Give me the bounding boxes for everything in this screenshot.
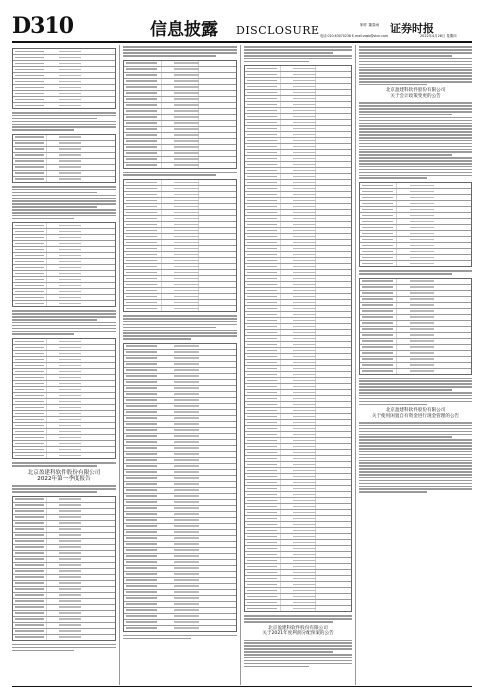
announcement-title: 关于使用闲置自有资金进行现金管理的公告 (371, 413, 460, 419)
announcement-company: 北京盈建科软件股份有限公司 (27, 469, 101, 476)
masthead (0, 0, 484, 44)
column-3 (244, 45, 352, 685)
announcement-title: 关于2021年度利润分配预案的公告 (262, 631, 334, 637)
announcement-heading (12, 470, 116, 483)
data-table (123, 60, 237, 169)
column-1 (12, 45, 116, 685)
data-table (12, 222, 116, 307)
announcement-heading (359, 88, 472, 99)
editor-line: 制作 董春雨 (360, 23, 380, 27)
column-divider (240, 45, 241, 685)
data-table (12, 134, 116, 183)
newspaper-brand: 证券时报 (390, 22, 434, 35)
column-2 (123, 45, 237, 685)
data-table (12, 338, 116, 459)
page-number: D310 (12, 13, 74, 39)
announcement-heading (359, 408, 472, 419)
announcement-title: 关于会计政策变更的公告 (390, 93, 441, 99)
data-table (12, 48, 116, 109)
column-divider (119, 45, 120, 685)
header-rule (12, 41, 472, 43)
announcement-company: 北京盈建科软件股份有限公司 (385, 88, 446, 94)
announcement-company: 北京盈建科软件股份有限公司 (385, 408, 446, 414)
contact-line: 电话:010-63070238 E-mail:zqsb@stcn.com (320, 34, 389, 38)
issue-date: 2022年4月28日 星期四 (420, 34, 457, 38)
column-divider (355, 45, 356, 685)
data-table (244, 65, 352, 612)
column-4 (359, 45, 472, 685)
section-title: 信息披露 (150, 20, 218, 40)
data-table (359, 278, 472, 375)
announcement-title: 2022年第一季度报告 (37, 475, 91, 482)
section-title-en: DISCLOSURE (236, 24, 320, 37)
announcement-heading (244, 626, 352, 637)
data-table (123, 343, 237, 632)
footer-rule (12, 686, 472, 687)
data-table (359, 182, 472, 267)
data-table (123, 179, 237, 312)
data-table (12, 496, 116, 641)
announcement-company: 北京盈建科软件股份有限公司 (268, 625, 328, 631)
